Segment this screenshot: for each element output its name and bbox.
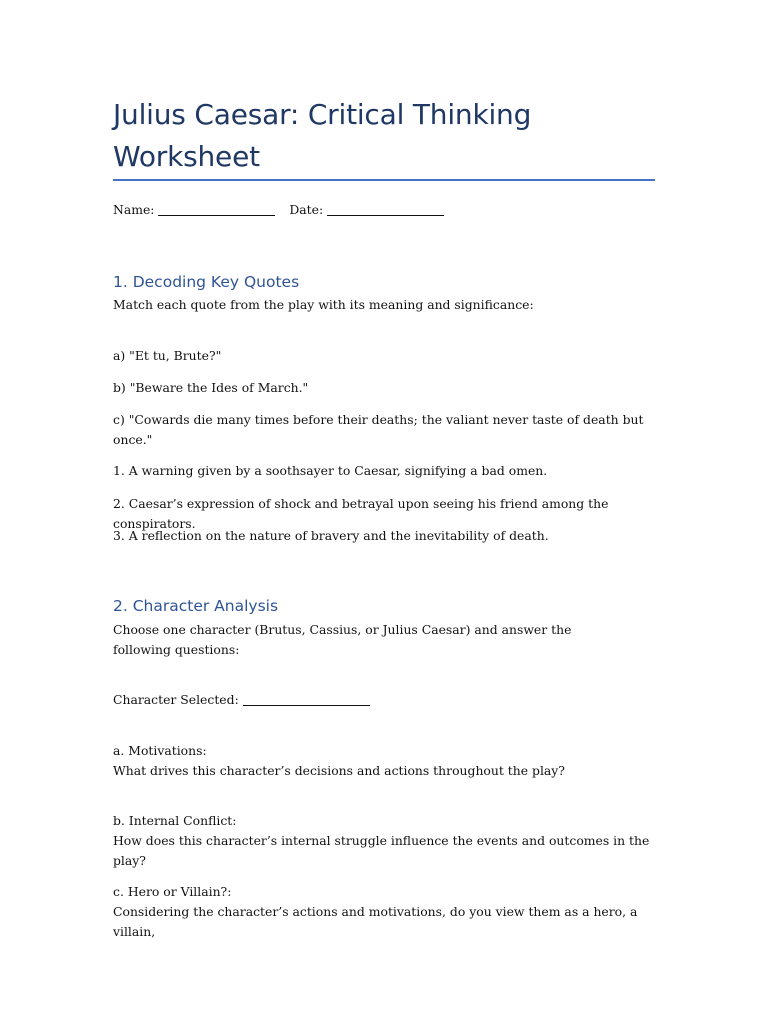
section-2-heading: 2. Character Analysis bbox=[113, 597, 279, 615]
motivations-question: What drives this character’s decisions and actions throughout the play? bbox=[113, 763, 565, 778]
hero-villain-question: Considering the character’s actions and motivations, do you view them as a hero, a villain, bbox=[113, 904, 638, 939]
internal-conflict-question: How does this character’s internal struggle influence the events and outcomes in the play? bbox=[113, 833, 650, 868]
title-divider bbox=[113, 179, 655, 181]
name-label: Name: bbox=[113, 202, 155, 217]
internal-conflict-label: b. Internal Conflict: bbox=[113, 813, 237, 828]
character-selected-blank[interactable] bbox=[243, 693, 370, 706]
character-selected-label: Character Selected: bbox=[113, 692, 239, 707]
page-title: Julius Caesar: Critical Thinking Worksheet bbox=[113, 98, 532, 173]
quote-c: c) "Cowards die many times before their deaths; the valiant never taste of death but once." bbox=[113, 412, 644, 447]
section-1-instruction: Match each quote from the play with its meaning and significance: bbox=[113, 297, 534, 312]
character-selected-line bbox=[113, 690, 655, 710]
hero-villain-label: c. Hero or Villain?: bbox=[113, 884, 232, 899]
meaning-3: 3. A reflection on the nature of bravery and the inevitability of death. bbox=[113, 528, 549, 543]
meaning-1: 1. A warning given by a soothsayer to Caesar, signifying a bad omen. bbox=[113, 463, 548, 478]
meaning-2: 2. Caesar’s expression of shock and betrayal upon seeing his friend among the conspirators. bbox=[113, 496, 609, 531]
motivations-label: a. Motivations: bbox=[113, 743, 207, 758]
name-blank[interactable] bbox=[158, 203, 275, 216]
date-label: Date: bbox=[289, 202, 324, 217]
name-date-line bbox=[113, 200, 655, 220]
section-1-heading: 1. Decoding Key Quotes bbox=[113, 273, 300, 291]
date-blank[interactable] bbox=[327, 203, 444, 216]
quote-a: a) "Et tu, Brute?" bbox=[113, 348, 222, 363]
worksheet-page bbox=[113, 0, 655, 1024]
section-2-instruction: Choose one character (Brutus, Cassius, or Julius Caesar) and answer the following questions: bbox=[113, 622, 572, 657]
quote-b: b) "Beware the Ides of March." bbox=[113, 380, 309, 395]
